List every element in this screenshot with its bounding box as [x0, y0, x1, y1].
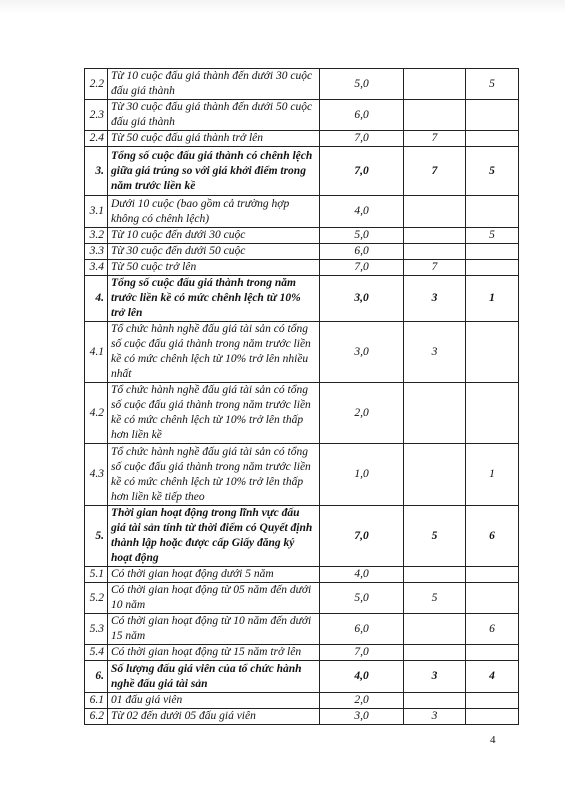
- max-score: 5,0: [320, 69, 404, 100]
- row-number: 6.1: [85, 693, 108, 709]
- score-col-b: 5: [466, 228, 519, 244]
- max-score: 3,0: [320, 709, 404, 725]
- score-col-b: 4: [466, 661, 519, 693]
- score-col-a: [404, 645, 466, 661]
- criterion-text: Có thời gian hoạt động từ 05 năm đến dưới 10 năm: [108, 583, 320, 614]
- max-score: 6,0: [320, 100, 404, 131]
- criterion-text: Từ 02 đến dưới 05 đấu giá viên: [108, 709, 320, 725]
- table-row: [85, 196, 519, 228]
- score-col-a: 3: [404, 661, 466, 693]
- table-row: [85, 322, 519, 383]
- table-row: [85, 147, 519, 196]
- criterion-text: Tổ chức hành nghề đấu giá tài sản có tổng số cuộc đấu giá thành trong năm trước liền kề có mức chênh lệch từ 10% trở lên nhiều nhất: [108, 322, 320, 383]
- row-number: 5.4: [85, 645, 108, 661]
- score-col-a: [404, 196, 466, 228]
- score-col-a: 7: [404, 260, 466, 276]
- row-number: 2.4: [85, 131, 108, 147]
- score-col-a: 5: [404, 583, 466, 614]
- table-row: [85, 583, 519, 614]
- criterion-text: Có thời gian hoạt động từ 15 năm trở lên: [108, 645, 320, 661]
- table-row: [85, 228, 519, 244]
- score-col-b: [466, 322, 519, 383]
- score-col-a: [404, 69, 466, 100]
- max-score: 5,0: [320, 228, 404, 244]
- max-score: 3,0: [320, 276, 404, 322]
- row-number: 5.2: [85, 583, 108, 614]
- score-col-a: [404, 693, 466, 709]
- table-row: [85, 661, 519, 693]
- score-col-b: 6: [466, 614, 519, 645]
- criterion-text: Từ 30 cuộc đấu giá thành đến dưới 50 cuộc đấu giá thành: [108, 100, 320, 131]
- table-row: [85, 383, 519, 444]
- criterion-text: Tổng số cuộc đấu giá thành trong năm trước liền kề có mức chênh lệch từ 10% trở lên: [108, 276, 320, 322]
- criterion-text: Tổng số cuộc đấu giá thành có chênh lệch giữa giá trúng so với giá khởi điểm trong năm trước liền kề: [108, 147, 320, 196]
- score-col-a: 3: [404, 322, 466, 383]
- max-score: 4,0: [320, 567, 404, 583]
- score-col-b: [466, 260, 519, 276]
- criterion-text: Tổ chức hành nghề đấu giá tài sản có tổng số cuộc đấu giá thành trong năm trước liền kề có mức chênh lệch từ 10% trở lên thấp hơn liền kề tiếp theo: [108, 444, 320, 506]
- score-col-b: 5: [466, 147, 519, 196]
- score-col-a: [404, 567, 466, 583]
- row-number: 3.: [85, 147, 108, 196]
- page-number: 4: [490, 734, 496, 746]
- row-number: 6.: [85, 661, 108, 693]
- table-row: [85, 693, 519, 709]
- row-number: 4.: [85, 276, 108, 322]
- max-score: 7,0: [320, 147, 404, 196]
- table-row: [85, 645, 519, 661]
- score-col-a: 3: [404, 709, 466, 725]
- score-col-a: [404, 614, 466, 645]
- max-score: 4,0: [320, 196, 404, 228]
- score-col-b: [466, 383, 519, 444]
- max-score: 1,0: [320, 444, 404, 506]
- criterion-text: Tổ chức hành nghề đấu giá tài sản có tổng số cuộc đấu giá thành trong năm trước liền kề có mức chênh lệch từ 10% trở lên thấp hơn liền kề: [108, 383, 320, 444]
- score-col-a: 7: [404, 131, 466, 147]
- scan-edge: [0, 0, 565, 14]
- criterion-text: Có thời gian hoạt động dưới 5 năm: [108, 567, 320, 583]
- table-row: [85, 709, 519, 725]
- score-col-a: [404, 228, 466, 244]
- scoring-table-body: [85, 69, 519, 725]
- row-number: 4.3: [85, 444, 108, 506]
- score-col-b: [466, 645, 519, 661]
- criterion-text: Từ 10 cuộc đấu giá thành đến dưới 30 cuộc đấu giá thành: [108, 69, 320, 100]
- criterion-text: Từ 50 cuộc trở lên: [108, 260, 320, 276]
- row-number: 3.1: [85, 196, 108, 228]
- table-row: [85, 276, 519, 322]
- score-col-b: 1: [466, 276, 519, 322]
- row-number: 3.2: [85, 228, 108, 244]
- row-number: 4.2: [85, 383, 108, 444]
- criterion-text: Thời gian hoạt động trong lĩnh vực đấu giá tài sản tính từ thời điểm có Quyết định thành lập hoặc được cấp Giấy đăng ký hoạt động: [108, 506, 320, 567]
- max-score: 3,0: [320, 322, 404, 383]
- row-number: 2.2: [85, 69, 108, 100]
- criterion-text: Từ 50 cuộc đấu giá thành trở lên: [108, 131, 320, 147]
- criterion-text: Từ 10 cuộc đến dưới 30 cuộc: [108, 228, 320, 244]
- criterion-text: Từ 30 cuộc đến dưới 50 cuộc: [108, 244, 320, 260]
- score-col-b: [466, 583, 519, 614]
- score-col-a: 7: [404, 147, 466, 196]
- row-number: 6.2: [85, 709, 108, 725]
- table-row: [85, 131, 519, 147]
- score-col-a: 3: [404, 276, 466, 322]
- table-row: [85, 69, 519, 100]
- score-col-b: [466, 693, 519, 709]
- row-number: 5.: [85, 506, 108, 567]
- max-score: 5,0: [320, 583, 404, 614]
- score-col-b: [466, 567, 519, 583]
- row-number: 3.4: [85, 260, 108, 276]
- table-row: [85, 444, 519, 506]
- table-row: [85, 614, 519, 645]
- score-col-a: [404, 100, 466, 131]
- row-number: 4.1: [85, 322, 108, 383]
- max-score: 7,0: [320, 131, 404, 147]
- max-score: 7,0: [320, 506, 404, 567]
- score-col-a: [404, 244, 466, 260]
- max-score: 2,0: [320, 693, 404, 709]
- score-col-b: [466, 131, 519, 147]
- criterion-text: 01 đấu giá viên: [108, 693, 320, 709]
- table-row: [85, 260, 519, 276]
- scoring-table: [84, 68, 519, 725]
- table-row: [85, 244, 519, 260]
- table-row: [85, 567, 519, 583]
- score-col-a: [404, 444, 466, 506]
- max-score: 6,0: [320, 244, 404, 260]
- criterion-text: Dưới 10 cuộc (bao gồm cả trường hợp không có chênh lệch): [108, 196, 320, 228]
- score-col-b: [466, 196, 519, 228]
- criterion-text: Có thời gian hoạt động từ 10 năm đến dưới 15 năm: [108, 614, 320, 645]
- max-score: 7,0: [320, 645, 404, 661]
- score-col-a: 5: [404, 506, 466, 567]
- max-score: 4,0: [320, 661, 404, 693]
- row-number: 3.3: [85, 244, 108, 260]
- max-score: 2,0: [320, 383, 404, 444]
- max-score: 6,0: [320, 614, 404, 645]
- score-col-b: 1: [466, 444, 519, 506]
- score-col-a: [404, 383, 466, 444]
- score-col-b: [466, 100, 519, 131]
- table-row: [85, 506, 519, 567]
- max-score: 7,0: [320, 260, 404, 276]
- row-number: 5.1: [85, 567, 108, 583]
- score-col-b: 6: [466, 506, 519, 567]
- table-row: [85, 100, 519, 131]
- criterion-text: Số lượng đấu giá viên của tổ chức hành nghề đấu giá tài sản: [108, 661, 320, 693]
- score-col-b: [466, 244, 519, 260]
- score-col-b: 5: [466, 69, 519, 100]
- row-number: 2.3: [85, 100, 108, 131]
- row-number: 5.3: [85, 614, 108, 645]
- score-col-b: [466, 709, 519, 725]
